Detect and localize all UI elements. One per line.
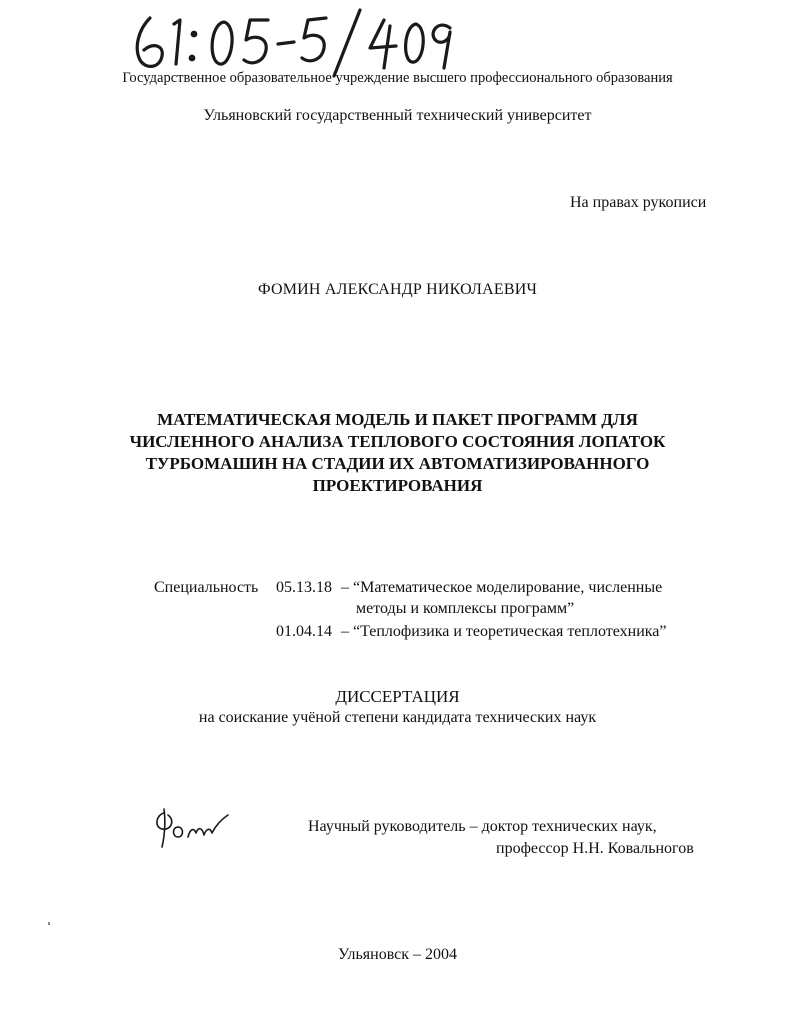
scan-artifact bbox=[48, 922, 50, 925]
rights-note: На правах рукописи bbox=[570, 194, 707, 211]
supervisor-name: профессор Н.Н. Ковальногов bbox=[496, 840, 694, 857]
specialty-description: – “Теплофизика и теоретическая теплотехника” bbox=[341, 623, 667, 640]
city-and-year: Ульяновск – 2004 bbox=[337, 946, 458, 963]
handwritten-signature bbox=[150, 805, 230, 855]
title-line: МАТЕМАТИЧЕСКАЯ МОДЕЛЬ И ПАКЕТ ПРОГРАММ ДЛЯ bbox=[157, 410, 638, 429]
specialty-label: Специальность bbox=[154, 579, 259, 596]
university-name: Ульяновский государственный технический университет bbox=[203, 107, 592, 124]
specialty-code: 05.13.18 bbox=[276, 579, 332, 596]
title-line: ТУРБОМАШИН НА СТАДИИ ИХ АВТОМАТИЗИРОВАННОГО bbox=[145, 454, 650, 473]
supervisor-line: Научный руководитель – доктор технических наук, bbox=[308, 818, 657, 835]
author-name: ФОМИН АЛЕКСАНДР НИКОЛАЕВИЧ bbox=[257, 281, 538, 298]
title-line: ЧИСЛЕННОГО АНАЛИЗА ТЕПЛОВОГО СОСТОЯНИЯ ЛОПАТОК bbox=[129, 432, 666, 451]
degree-subtitle: на соискание учёной степени кандидата технических наук bbox=[198, 709, 597, 726]
specialty-code: 01.04.14 bbox=[276, 623, 332, 640]
dissertation-title bbox=[0, 409, 795, 497]
specialty-description-continued: методы и комплексы программ” bbox=[356, 600, 575, 617]
title-line: ПРОЕКТИРОВАНИЯ bbox=[312, 476, 483, 495]
institution-name: Государственное образовательное учреждение высшего профессионального образования bbox=[122, 70, 673, 86]
specialty-description: – “Математическое моделирование, численные bbox=[341, 579, 663, 596]
document-type-heading: ДИССЕРТАЦИЯ bbox=[335, 687, 460, 706]
